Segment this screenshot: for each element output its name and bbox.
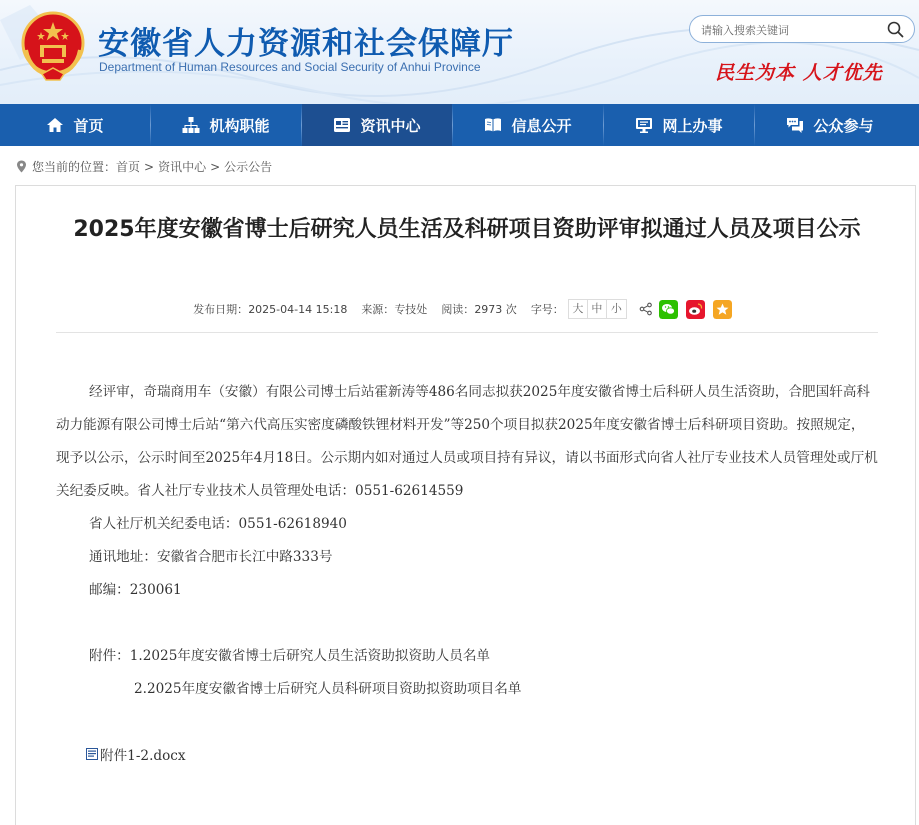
home-icon	[46, 116, 64, 134]
font-size-small[interactable]: 小	[610, 302, 622, 315]
nav-item-label: 信息公开	[511, 116, 572, 135]
site-subtitle: Department of Human Resources and Social Security of Anhui Province	[99, 60, 481, 74]
nav-item-home[interactable]	[0, 104, 150, 146]
word-document-icon	[86, 748, 98, 760]
share-icon	[639, 302, 653, 316]
source-label: 来源：	[361, 303, 395, 316]
article-paragraph: 经评审，奇瑞商用车（安徽）有限公司博士后站霍新涛等486名同志拟获2025年度安徽省博士后科研人员生活资助，合肥国轩高科动力能源有限公司博士后站“第六代高压实密度磷酸铁锂材料开发”等250个项目拟获2025年度安徽省博士后科研项目资助。按照规定，现予以公示，公示时间至2025年4月18日。公示期内如对通过人员或项目持有异议，请以书面形式向省人社厅专业技术人员管理处或厅机关纪委反映。省人社厅专业技术人员管理处电话：0551-62614559	[56, 384, 878, 499]
article-meta	[16, 299, 917, 319]
view-count	[441, 301, 517, 317]
site-title: 安徽省人力资源和社会保障厅	[98, 26, 514, 62]
org-chart-icon	[182, 116, 200, 134]
monitor-icon	[635, 116, 653, 134]
breadcrumb-prefix: 您当前的位置：	[32, 160, 117, 174]
discipline-phone: 省人社厅机关纪委电话：0551-62618940	[89, 516, 347, 532]
breadcrumb-separator: >	[144, 159, 155, 174]
postcode: 邮编：230061	[89, 582, 182, 598]
nav-item-label: 机构职能	[209, 116, 270, 135]
attachment-item-1: 附件：1.2025年度安徽省博士后研究人员生活资助拟资助人员名单	[89, 648, 491, 664]
attachment-filename: 附件1-2.docx	[100, 748, 186, 764]
font-size-label: 字号：	[530, 303, 564, 316]
article-body	[56, 376, 878, 706]
attachment-link[interactable]	[86, 744, 186, 764]
location-pin-icon	[16, 160, 27, 173]
search-icon[interactable]	[887, 21, 904, 38]
title-divider	[56, 332, 878, 333]
article-source	[361, 301, 427, 317]
font-size-medium[interactable]: 中	[588, 300, 607, 318]
favorite-share-icon[interactable]	[713, 300, 732, 319]
nav-item-news[interactable]	[302, 104, 452, 146]
chat-icon	[786, 116, 804, 134]
nav-item-label: 公众参与	[813, 116, 874, 135]
breadcrumb	[16, 158, 272, 175]
publish-date-value: 2025-04-14 15:18	[248, 303, 348, 316]
search-bar	[689, 15, 915, 43]
news-icon	[333, 116, 351, 134]
nav-item-org[interactable]	[151, 104, 301, 146]
views-label: 阅读：	[441, 303, 475, 316]
search-input[interactable]	[701, 21, 881, 39]
nav-item-online-services[interactable]	[604, 104, 754, 146]
book-icon	[484, 116, 502, 134]
site-header	[0, 0, 919, 104]
spacer	[56, 607, 878, 640]
views-value: 2973 次	[474, 303, 517, 316]
publish-date	[193, 301, 347, 317]
breadcrumb-news-center[interactable]: 资讯中心	[158, 160, 207, 174]
breadcrumb-home[interactable]: 首页	[116, 160, 141, 174]
source-value: 专技处	[394, 303, 428, 316]
nav-item-label: 资讯中心	[360, 116, 421, 135]
nav-item-label: 网上办事	[662, 116, 723, 135]
font-size-switcher	[568, 299, 627, 319]
breadcrumb-announcements[interactable]: 公示公告	[224, 160, 273, 174]
weibo-share-icon[interactable]	[686, 300, 705, 319]
nav-item-label: 首页	[73, 116, 104, 135]
wechat-share-icon[interactable]	[659, 300, 678, 319]
breadcrumb-separator: >	[210, 159, 221, 174]
attachment-item-2: 2.2025年度安徽省博士后研究人员科研项目资助拟资助项目名单	[134, 681, 522, 697]
mailing-address: 通讯地址：安徽省合肥市长江中路333号	[89, 549, 333, 565]
article-title: 2025年度安徽省博士后研究人员生活及科研项目资助评审拟通过人员及项目公示	[73, 217, 861, 242]
publish-date-label: 发布日期：	[193, 303, 249, 316]
article-panel	[15, 185, 916, 825]
national-emblem-logo	[20, 10, 86, 82]
slogan: 民生为本 人才优先	[715, 62, 883, 84]
main-nav	[0, 104, 919, 146]
nav-item-disclosure[interactable]	[453, 104, 603, 146]
nav-item-participation[interactable]	[755, 104, 905, 146]
font-size-large[interactable]: 大	[569, 300, 588, 318]
